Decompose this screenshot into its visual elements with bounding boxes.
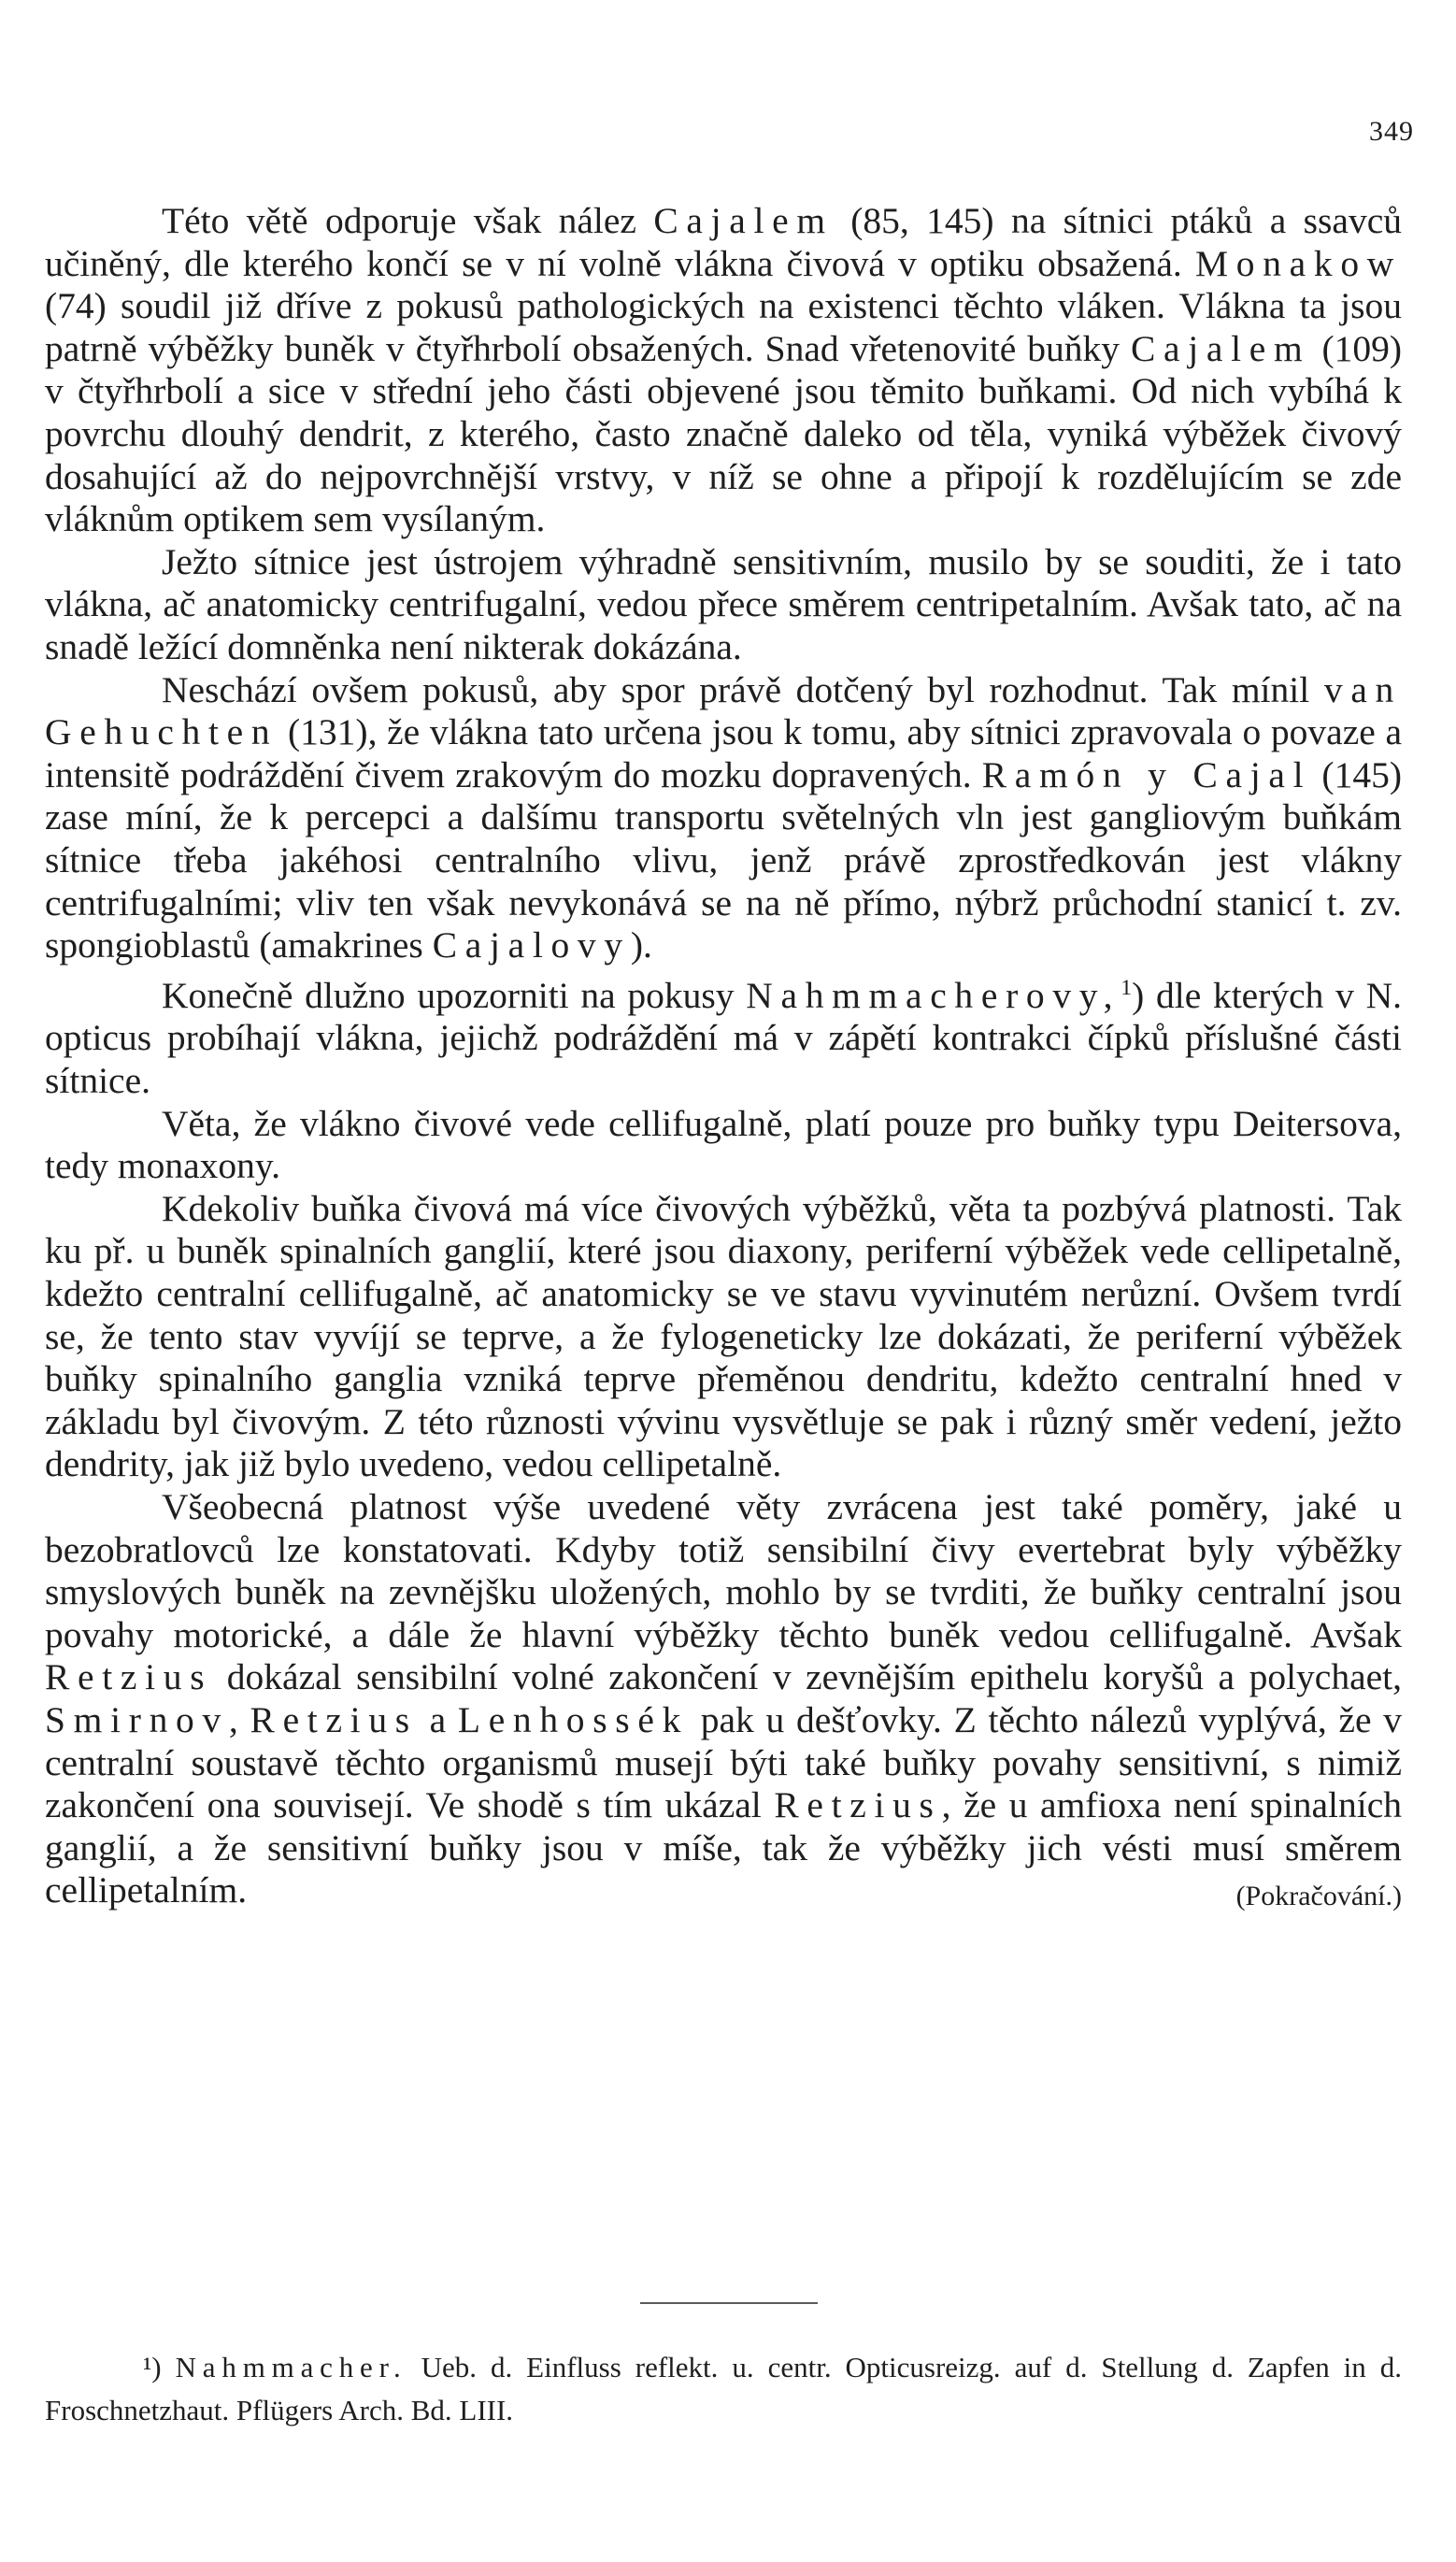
footnote-divider [640,2302,818,2304]
page-number: 349 [1369,116,1414,147]
text-run: ) dle kterých v N. opticus probíhají vlákna, jejichž podráždění má v zápětí kontrakci čípků příslušné části sítnice. [45,974,1402,1102]
author-name: Smirnov [45,1698,229,1740]
text-run: dokázal sensibilní volné zakončení v zevnějším epithelu koryšů a polychaet, [212,1656,1402,1698]
text-run: (131), že vlákna tato určena jsou k tomu, aby sítnici zpravovala o povaze a intensitě podráždění čivem zrakovým do mozku dopravených. [45,711,1402,795]
author-name: Retzius [45,1656,213,1698]
text-run: ). [630,924,652,966]
paragraph-3 [45,669,1402,967]
author-name: Nahmmacherovy, [746,974,1121,1016]
footnote-reference: 1 [1121,975,1133,1000]
paragraph-1 [45,200,1402,541]
text-run: Ježto sítnice jest ústrojem výhradně sensitivním, musilo by se souditi, že i tato vlákna, ač anatomicky centrifugalní, vedou přece směrem centripetalním. Avšak tato, ač na snadě ležící domněnka není nikterak dokázána. [45,540,1402,667]
footnote-author: Nahmmacher. [175,2351,407,2383]
footnote-marker: ¹) [143,2351,162,2383]
text-run: Kdekoliv buňka čivová má více čivových výběžků, věta ta pozbývá platnosti. Tak ku př. u buněk spinalních ganglií, které jsou diaxony, periferní výběžek vede cellipetalně, kdežto centralní cellifugalně, ač anatomicky se ve stavu vyvinutém nerůzní. Ovšem tvrdí se, že tento stav vyvíjí se teprve, a že fylogeneticky lze dokázati, že periferní výběžek buňky spinalního ganglia vzniká teprve přeměnou dendritu, kdežto centralní hned v základu byl čivovým. Z této různosti vývinu vysvětluje se pak i různý směr vedení, ježto dendrity, jak již bylo uvedeno, vedou cellipetalně. [45,1187,1402,1485]
author-name: Retzius [250,1698,418,1740]
author-name: Ramón y Cajal [981,753,1312,795]
author-name: Cajalem [653,200,834,241]
text-run: Této větě odporuje však nález [162,200,654,241]
footnote-body: Ueb. d. Einfluss reflekt. u. centr. Opticusreizg. auf d. Stellung d. Zapfen in d. Froschnetzhaut. Pflügers Arch. Bd. LIII. [45,2351,1402,2426]
text-run: Konečně dlužno upozorniti na pokusy [162,974,747,1016]
paragraph-7 [45,1486,1402,1912]
author-name: van Gehuchten [45,668,1402,753]
text-run: Věta, že vlákno čivové vede cellifugalně, platí pouze pro buňky typu Deitersova, tedy monaxony. [45,1102,1402,1187]
article-body [45,200,1402,1918]
paragraph-2 [45,541,1402,669]
text-run: (74) soudil již dříve z pokusů pathologických na existenci těchto vláken. Vlákna ta jsou patrně výběžky buněk v čtyřhrbolí obsažených. Snad vřetenovité buňky [45,285,1402,369]
text-run: Všeobecná platnost výše uvedené věty zvrácena jest také poměry, jaké u bezobratlovců lze konstatovati. Kdyby totiž sensibilní čivy evertebrat byly výběžky smyslových buněk na zevnějšku uložených, mohlo by se tvrditi, že buňky centralní jsou povahy motorické, a dále že hlavní výběžky těchto buněk vedou cellifugalně. Avšak [45,1485,1402,1655]
text-run: , [228,1698,250,1740]
continued-note: (Pokračování.) [1235,1881,1402,1912]
author-name: Cajalem [1131,327,1311,369]
text-run: (85, 145) na sítnici ptáků a ssavců učiněný, dle kterého končí se v ní volně vlákna čivová v optiku obsažená. [45,200,1402,284]
author-name: Retzius [774,1784,942,1826]
text-run: Neschází ovšem pokusů, aby spor právě dotčený byl rozhodnut. Tak mínil [162,668,1324,710]
author-name: Cajalovy [432,924,631,966]
text-run: , že u amfioxa není spinalních ganglií, a že sensitivní buňky jsou v míše, tak že výběžky jich vésti musí směrem cellipetalním. [45,1784,1402,1911]
footnote [45,2346,1402,2432]
text-run: (109) v čtyřhrbolí a sice v střední jeho části objevené jsou těmito buňkami. Od nich vybíhá k povrchu dlouhý dendrit, z kterého, často značně daleko od těla, vyniká výběžek čivový dosahující až do nejpovrchnější vrstvy, v níž se ohne a připojí k rozdělujícím se zde vláknům optikem sem vysílaným. [45,327,1402,540]
paragraph-4 [45,967,1402,1103]
paragraph-6 [45,1188,1402,1486]
text-run: (145) zase míní, že k percepci a dalšímu transportu světelných vln jest gangliovým buňkám sítnice třeba jakéhosi centralního vlivu, jenž právě zprostředkován jest vlákny centrifugalními; vliv ten však nevykonává se na ně přímo, nýbrž průchodní stanicí t. zv. spongioblastů (amakrines [45,753,1402,966]
text-run: pak u dešťovky. Z těchto nálezů vyplývá, že v centralní soustavě těchto organismů musejí býti také buňky povahy sensitivní, s nimiž zakončení ona souvisejí. Ve shodě s tím ukázal [45,1698,1403,1826]
paragraph-5 [45,1103,1402,1188]
author-name: Lenhossék [457,1698,690,1740]
author-name: Monakow [1194,242,1402,284]
text-run: a [417,1698,458,1740]
footnote-text [45,2346,1402,2432]
